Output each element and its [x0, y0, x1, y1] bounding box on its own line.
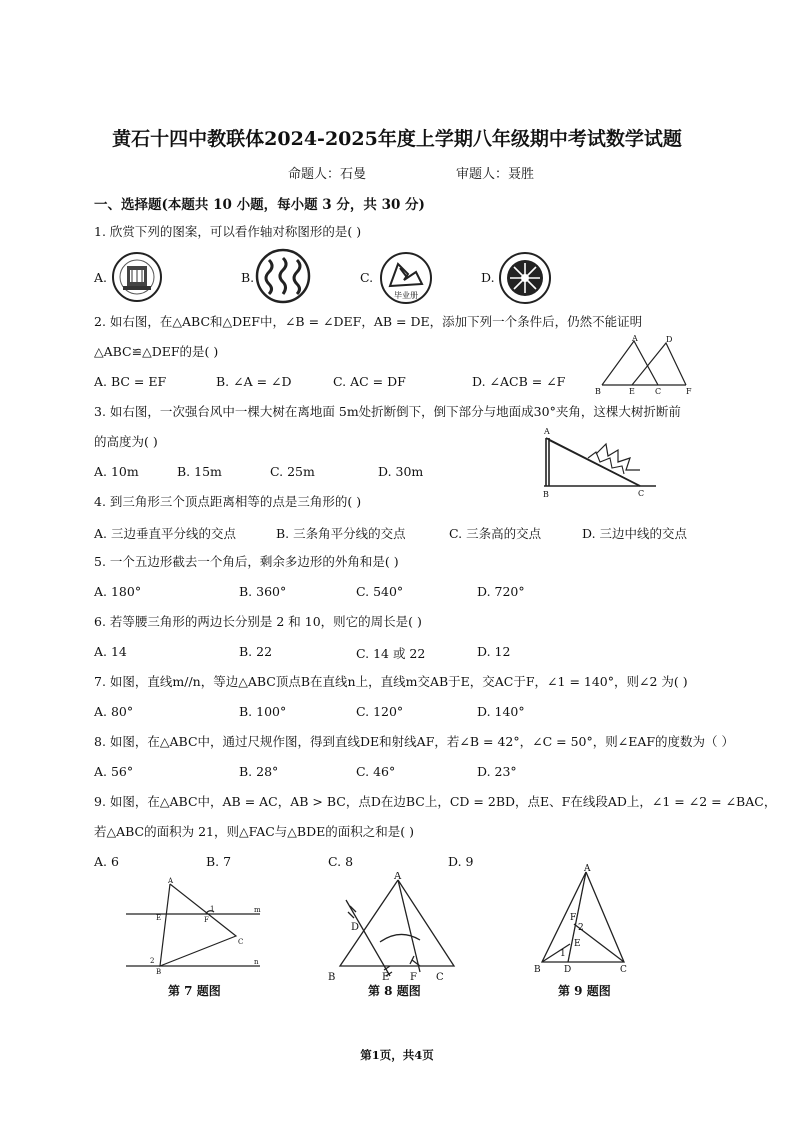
q5-option-b: B. 360°	[239, 584, 287, 599]
q1-image-a	[107, 250, 167, 304]
q1-option-a-label: A.	[94, 270, 108, 285]
q1-image-c	[376, 250, 436, 306]
q6-option-a: A. 14	[94, 644, 127, 659]
fig8-label-d: D	[351, 922, 360, 933]
fig7-label-b: B	[156, 968, 162, 976]
q4-option-c: C. 三条高的交点	[449, 526, 542, 541]
fig9-label-d: D	[564, 965, 572, 975]
question-6: 6. 若等腰三角形的两边长分别是 2 和 10，则它的周长是( )	[94, 614, 422, 629]
q7-option-a: A. 80°	[94, 704, 134, 719]
question-3-line-2: 的高度为( )	[94, 434, 158, 449]
q1-image-b	[253, 246, 313, 306]
fig8-label-e: E	[382, 972, 390, 983]
q2-label-d: D	[666, 335, 673, 344]
figure-7	[124, 874, 270, 978]
q9-option-d: D. 9	[448, 854, 474, 869]
figure-9	[530, 864, 634, 980]
fig8-label-f: F	[410, 972, 417, 983]
question-4: 4. 到三角形三个顶点距离相等的点是三角形的( )	[94, 494, 362, 509]
fig8-label-a: A	[394, 872, 402, 882]
q3-option-a: A. 10m	[94, 464, 139, 479]
q3-figure	[536, 424, 660, 500]
fig9-angle-2: 2	[578, 923, 584, 933]
q3-label-a: A	[544, 427, 550, 436]
q2-option-c: C. AC = DF	[333, 374, 406, 389]
question-5: 5. 一个五边形截去一个角后，剩余多边形的外角和是( )	[94, 554, 399, 569]
question-9-line-2: 若△ABC的面积为 21，则△FAC与△BDE的面积之和是( )	[94, 824, 414, 839]
reviewer-label: 审题人：聂胜	[456, 167, 535, 182]
q2-option-a: A. BC = EF	[94, 374, 167, 389]
q1-option-b-label: B.	[241, 270, 255, 285]
q9-option-a: A. 6	[94, 854, 119, 869]
fig7-label-e: E	[156, 914, 162, 922]
q2-label-f: F	[686, 387, 692, 396]
question-7: 7. 如图，直线m//n，等边△ABC顶点B在直线n上，直线m交AB于E，交AC于F，∠1 = 140°，则∠2 为( )	[94, 674, 688, 689]
q7-option-c: C. 120°	[356, 704, 404, 719]
q6-option-b: B. 22	[239, 644, 273, 659]
q5-option-a: A. 180°	[94, 584, 142, 599]
q2-option-b: B. ∠A = ∠D	[216, 374, 292, 389]
fig9-label-b: B	[534, 965, 541, 975]
q7-option-d: D. 140°	[477, 704, 525, 719]
q1-image-d	[496, 250, 554, 306]
page-title: 黄石十四中教联体2024-2025年度上学期八年级期中考试数学试题	[112, 128, 682, 150]
q8-option-b: B. 28°	[239, 764, 279, 779]
q8-option-d: D. 23°	[477, 764, 517, 779]
fig9-label-e: E	[574, 939, 581, 949]
q3-option-c: C. 25m	[270, 464, 315, 479]
q2-label-a: A	[632, 334, 638, 343]
figure-9-caption: 第 9 题图	[558, 984, 611, 998]
q2-figure	[592, 333, 698, 397]
page-footer: 第1页，共4页	[360, 1048, 434, 1062]
figure-8	[326, 872, 466, 984]
q2-option-d: D. ∠ACB = ∠F	[472, 374, 566, 389]
fig7-label-n: n	[254, 958, 259, 966]
q1-option-d-label: D.	[481, 270, 495, 285]
q3-label-b: B	[543, 490, 549, 499]
question-1: 1. 欣赏下列的图案，可以看作轴对称图形的是( )	[94, 224, 362, 239]
fig7-label-c: C	[238, 938, 244, 946]
setter-label: 命题人：石曼	[288, 167, 367, 182]
section-heading: 一、选择题(本题共 10 小题，每小题 3 分，共 30 分)	[94, 197, 425, 213]
question-3-line-1: 3. 如右图，一次强台风中一棵大树在离地面 5m处折断倒下，倒下部分与地面成30°夹角，这棵大树折断前	[94, 404, 681, 419]
q5-option-c: C. 540°	[356, 584, 404, 599]
question-2-line-1: 2. 如右图，在△ABC和△DEF中，∠B = ∠DEF，AB = DE，添加下列一个条件后，仍然不能证明	[94, 314, 643, 329]
q4-option-b: B. 三条角平分线的交点	[276, 526, 406, 541]
q7-option-b: B. 100°	[239, 704, 287, 719]
question-8: 8. 如图，在△ABC中，通过尺规作图，得到直线DE和射线AF，若∠B = 42°，∠C = 50°，则∠EAF的度数为（ ）	[94, 734, 734, 749]
q5-option-d: D. 720°	[477, 584, 525, 599]
q8-option-c: C. 46°	[356, 764, 396, 779]
question-9-line-1: 9. 如图，在△ABC中，AB = AC，AB > BC，点D在边BC上，CD = 2BD，点E、F在线段AD上，∠1 = ∠2 = ∠BAC，	[94, 794, 777, 809]
fig7-label-m: m	[254, 906, 261, 914]
fig8-label-b: B	[328, 972, 336, 983]
fig7-angle-1: 1	[210, 905, 215, 913]
q3-option-d: D. 30m	[378, 464, 424, 479]
fig9-angle-1: 1	[560, 949, 566, 959]
q2-label-b: B	[595, 387, 601, 396]
q1-c-badge-text: 毕业册	[394, 291, 418, 300]
q2-label-c: C	[655, 387, 662, 396]
q9-option-b: B. 7	[206, 854, 232, 869]
fig9-label-a: A	[584, 864, 591, 874]
fig7-label-a: A	[168, 877, 174, 885]
question-2-line-2: △ABC≌△DEF的是( )	[94, 344, 219, 359]
fig9-label-c: C	[620, 965, 627, 975]
fig7-angle-2: 2	[150, 957, 155, 965]
figure-8-caption: 第 8 题图	[368, 984, 421, 998]
q3-option-b: B. 15m	[177, 464, 222, 479]
q2-label-e: E	[629, 387, 635, 396]
fig9-label-f: F	[570, 913, 577, 923]
q4-option-d: D. 三边中线的交点	[582, 526, 688, 541]
figure-7-caption: 第 7 题图	[168, 984, 221, 998]
q6-option-c: C. 14 或 22	[356, 646, 426, 661]
q4-option-a: A. 三边垂直平分线的交点	[94, 526, 236, 541]
q1-option-c-label: C.	[360, 270, 374, 285]
fig7-label-f: F	[204, 916, 209, 924]
q3-label-c: C	[638, 489, 645, 498]
q6-option-d: D. 12	[477, 644, 511, 659]
q8-option-a: A. 56°	[94, 764, 134, 779]
fig8-label-c: C	[436, 972, 444, 983]
q9-option-c: C. 8	[328, 854, 354, 869]
